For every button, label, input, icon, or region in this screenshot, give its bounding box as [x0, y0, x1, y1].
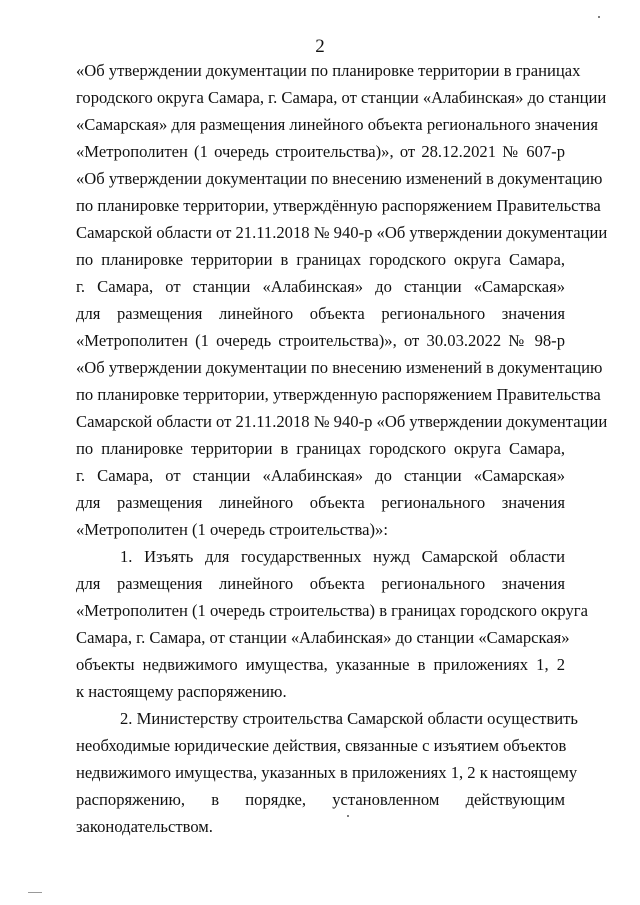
text-line: «Об утверждении документации по внесению изменений в документацию: [76, 169, 603, 188]
text-line: г. Самара, от станции «Алабинская» до станции «Самарская»: [76, 466, 565, 485]
text-line: «Метрополитен (1 очередь строительства) в границах городского округа: [76, 601, 588, 620]
list-item-1: 1. Изъять для государственных нужд Самарской области: [120, 547, 565, 566]
scan-speck: [347, 815, 349, 817]
text-line: по планировке территории, утверждённую распоряжением Правительства: [76, 196, 601, 215]
text-line: «Метрополитен (1 очередь строительства)», от 30.03.2022 № 98-р: [76, 331, 565, 350]
scan-speck: [598, 16, 600, 18]
text-line: «Об утверждении документации по планировке территории в границах: [76, 61, 581, 80]
text-line: недвижимого имущества, указанных в приложениях 1, 2 к настоящему: [76, 763, 578, 782]
list-item-2: 2. Министерству строительства Самарской области осуществить: [120, 709, 578, 728]
text-line: по планировке территории, утвержденную распоряжением Правительства: [76, 385, 601, 404]
text-line: по планировке территории в границах городского округа Самара,: [76, 439, 565, 458]
text-line: «Метрополитен (1 очередь строительства)», от 28.12.2021 № 607-р: [76, 142, 565, 161]
text-line: к настоящему распоряжению.: [76, 682, 287, 701]
text-line: законодательством.: [76, 817, 213, 836]
text-line: для размещения линейного объекта регионального значения: [76, 304, 565, 323]
text-line: «Самарская» для размещения линейного объекта регионального значения: [76, 115, 598, 134]
text-line: для размещения линейного объекта регионального значения: [76, 574, 565, 593]
page-number: 2: [315, 36, 325, 57]
text-line: по планировке территории в границах городского округа Самара,: [76, 250, 565, 269]
text-line: городского округа Самара, г. Самара, от станции «Алабинская» до станции: [76, 88, 607, 107]
text-line: объекты недвижимого имущества, указанные в приложениях 1, 2: [76, 655, 565, 674]
text-line: распоряжению, в порядке, установленном действующим: [76, 790, 565, 809]
text-line: «Метрополитен (1 очередь строительства)»:: [76, 520, 388, 539]
text-line: Самарской области от 21.11.2018 № 940-р «Об утверждении документации: [76, 223, 608, 242]
scan-speck: [28, 892, 42, 893]
text-line: для размещения линейного объекта регионального значения: [76, 493, 565, 512]
text-line: Самара, г. Самара, от станции «Алабинская» до станции «Самарская»: [76, 628, 570, 647]
text-line: г. Самара, от станции «Алабинская» до станции «Самарская»: [76, 277, 565, 296]
text-line: необходимые юридические действия, связанные с изъятием объектов: [76, 736, 567, 755]
text-line: Самарской области от 21.11.2018 № 940-р «Об утверждении документации: [76, 412, 608, 431]
text-line: «Об утверждении документации по внесению изменений в документацию: [76, 358, 603, 377]
